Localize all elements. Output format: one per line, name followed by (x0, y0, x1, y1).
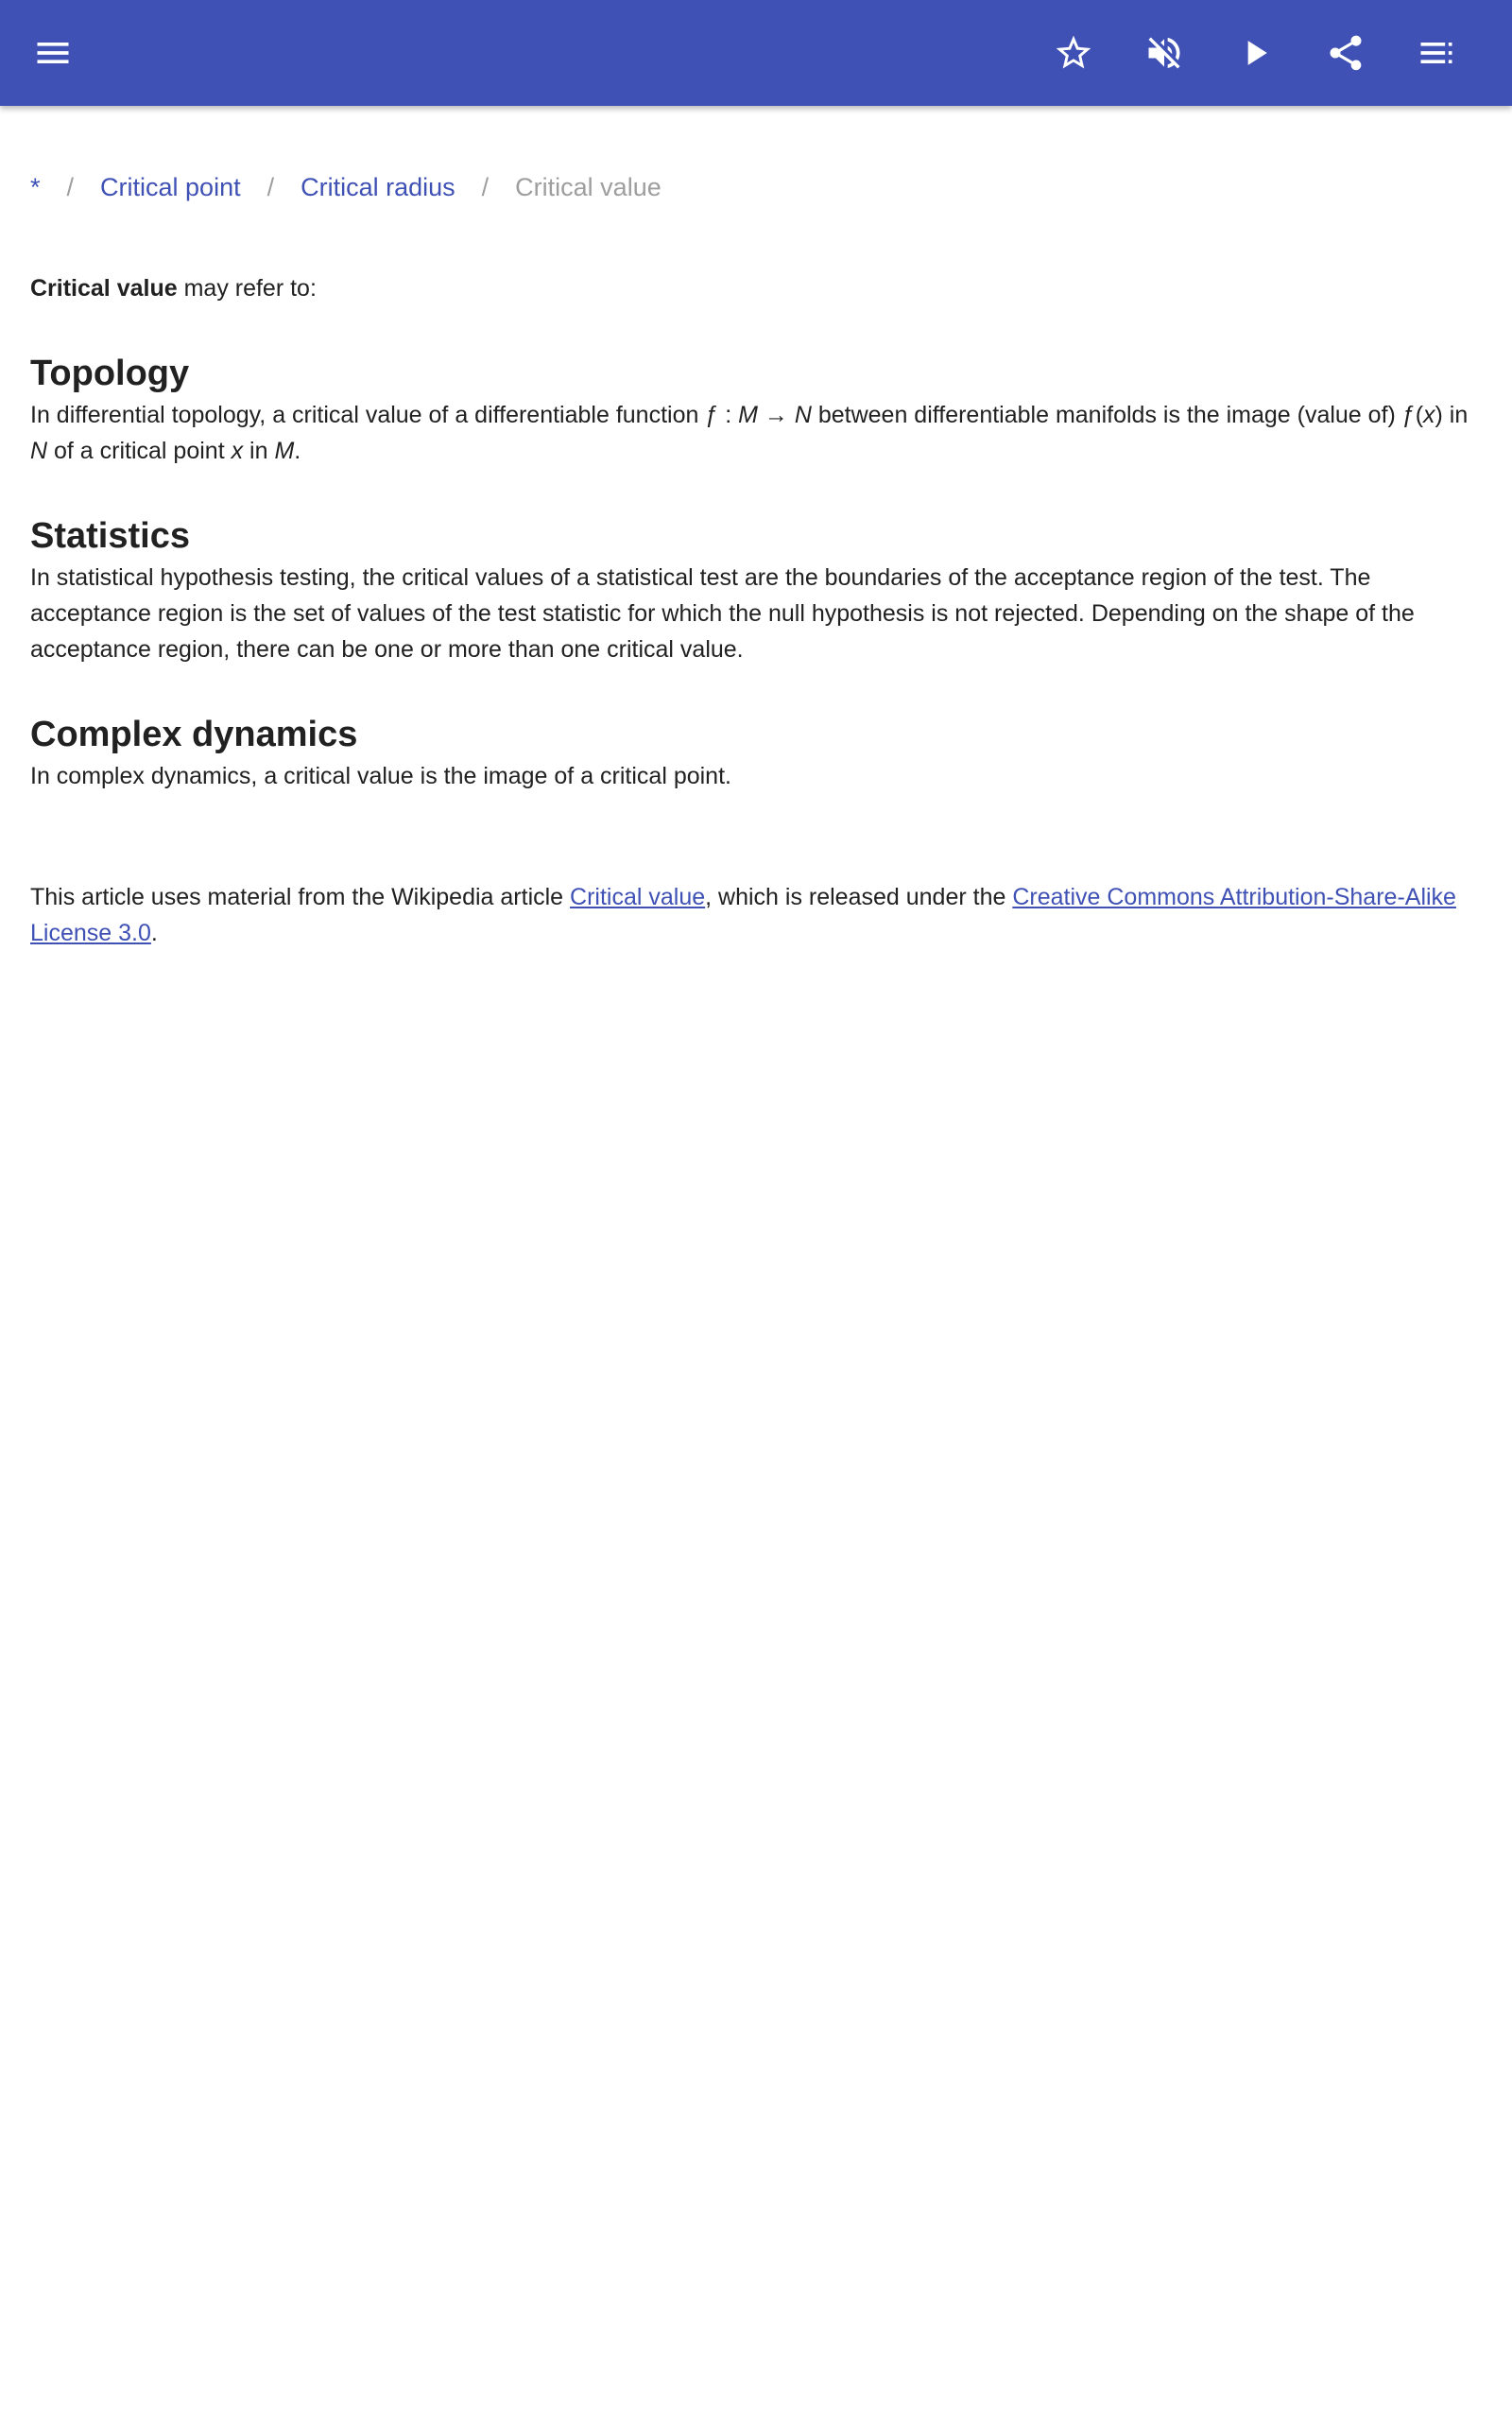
math-symbol: : (718, 402, 739, 428)
section-statistics (30, 512, 1486, 667)
share-button[interactable] (1319, 26, 1372, 79)
section-heading: Statistics (30, 516, 190, 556)
math-symbol: → (757, 402, 795, 428)
paragraph-text: . (294, 438, 301, 464)
wikipedia-article-link[interactable]: Critical value (570, 884, 706, 910)
section-paragraph: In complex dynamics, a critical value is the image of a critical point. (30, 763, 731, 789)
mute-button[interactable] (1138, 26, 1191, 79)
article-content (30, 270, 1486, 951)
math-symbol: N (794, 402, 812, 428)
contents-button[interactable] (1410, 26, 1463, 79)
app-bar (0, 0, 1512, 106)
menu-icon (32, 32, 74, 74)
breadcrumb-separator: / (481, 172, 490, 201)
star-icon (1053, 32, 1094, 74)
breadcrumb-link-critical-point[interactable]: Critical point (100, 172, 241, 201)
playlist-icon (1416, 32, 1457, 74)
intro-text: may refer to: (177, 275, 317, 302)
paragraph-text: between differentiable manifolds is the image (value of) (811, 402, 1402, 428)
math-symbol: ƒ (705, 402, 719, 428)
attribution-text: . (150, 920, 158, 946)
breadcrumb (30, 166, 662, 208)
paragraph-text: in (243, 438, 275, 464)
section-topology (30, 350, 1486, 469)
license-link[interactable]: Creative Commons Attribution-Share-Alike License 3.0 (30, 884, 1456, 946)
breadcrumb-separator: / (266, 172, 275, 201)
favorite-button[interactable] (1047, 26, 1100, 79)
math-symbol: ) (1435, 402, 1443, 428)
section-paragraph: In statistical hypothesis testing, the critical values of a statistical test are the boundaries of the acceptance region of the test. The acceptance region is the set of values of the test statistic for which the null hypothesis is not rejected. Depending on the shape of the acceptance region, there can be one or more than one critical value. (30, 564, 1415, 663)
breadcrumb-link-critical-radius[interactable]: Critical radius (301, 172, 455, 201)
article-intro (30, 270, 1486, 306)
attribution-text: This article uses material from the Wikipedia article (30, 884, 571, 910)
paragraph-text: of a critical point (47, 438, 232, 464)
intro-term: Critical value (30, 275, 178, 302)
math-symbol: ( (1415, 402, 1424, 428)
breadcrumb-separator: / (66, 172, 75, 201)
math-symbol: ƒ (1401, 402, 1416, 428)
menu-button[interactable] (26, 26, 79, 79)
attribution-text: , which is released under the (705, 884, 1013, 910)
attribution (30, 879, 1486, 951)
share-icon (1325, 32, 1366, 74)
math-symbol: x (231, 438, 244, 464)
play-icon (1234, 32, 1276, 74)
breadcrumb-current: Critical value (515, 172, 662, 201)
section-heading: Complex dynamics (30, 715, 358, 754)
volume-off-icon (1143, 32, 1185, 74)
section-paragraph (30, 397, 1486, 469)
paragraph-text: In differential topology, a critical value of a differentiable function (30, 402, 706, 428)
math-symbol: M (738, 402, 758, 428)
math-symbol: x (1423, 402, 1435, 428)
math-symbol: N (30, 438, 48, 464)
math-symbol: M (274, 438, 295, 464)
paragraph-text: in (1442, 402, 1469, 428)
breadcrumb-home-link[interactable]: * (30, 172, 41, 201)
section-complex-dynamics (30, 711, 1486, 794)
section-heading: Topology (30, 354, 190, 393)
play-button[interactable] (1228, 26, 1281, 79)
